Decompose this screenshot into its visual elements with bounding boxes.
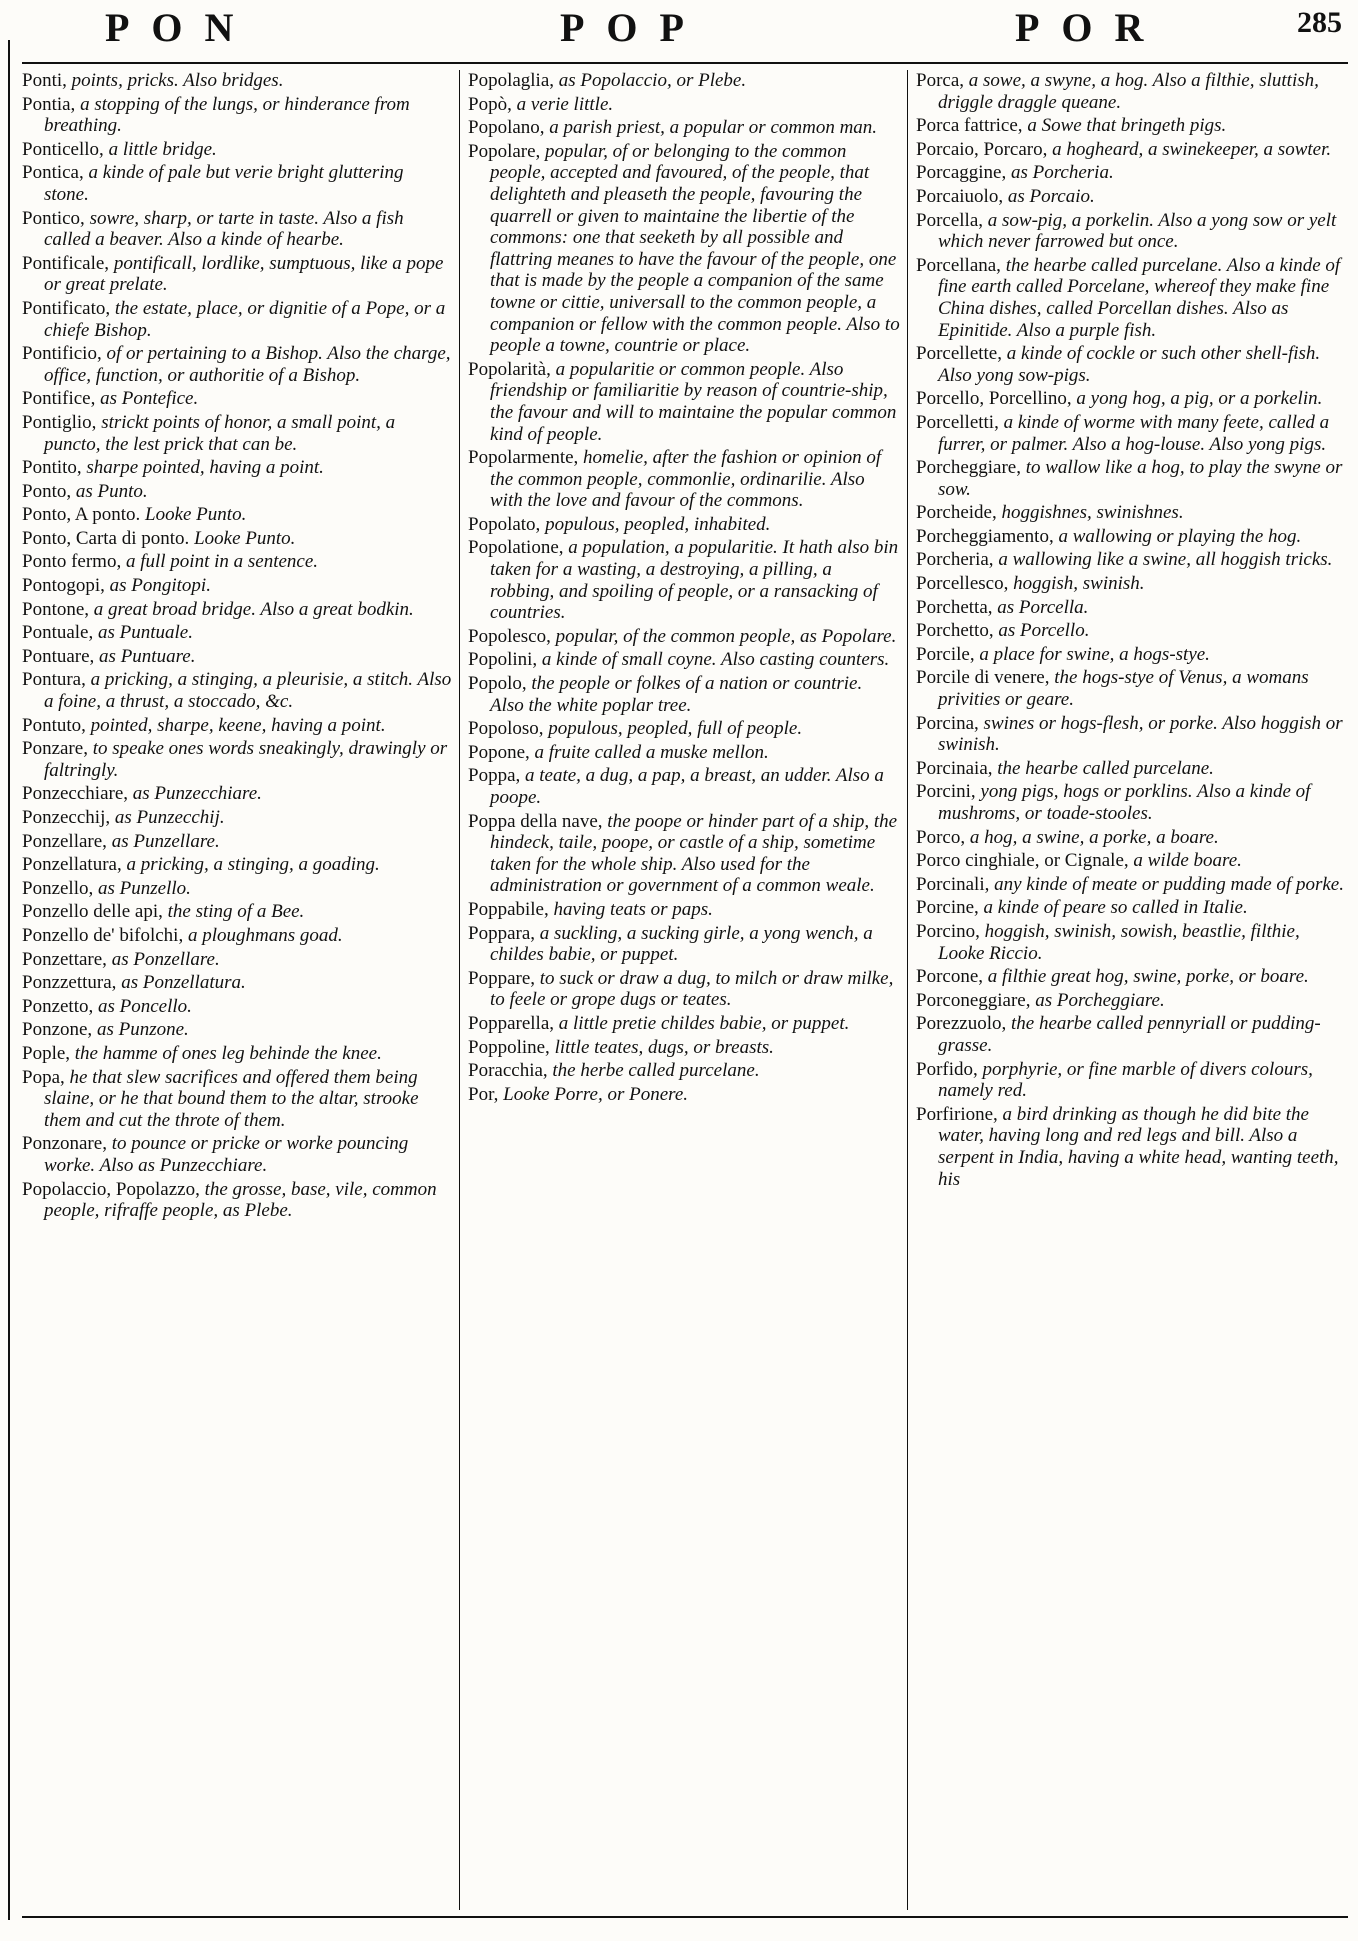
dictionary-entry bbox=[22, 807, 452, 829]
entry-definition: a wallowing or playing the hog. bbox=[1058, 525, 1302, 547]
entry-definition: pointed, sharpe, keene, having a point. bbox=[90, 714, 386, 736]
entry-definition: as Porcheria. bbox=[1010, 162, 1114, 184]
entry-headword: Porchetto, bbox=[916, 620, 994, 642]
dictionary-entry bbox=[468, 649, 900, 671]
dictionary-entry bbox=[468, 94, 900, 116]
entry-headword: Poracchia, bbox=[468, 1060, 548, 1082]
entry-headword: Ponzonare, bbox=[22, 1133, 107, 1155]
entry-definition: strickt points of honor, a small point, a puncto, the lest prick that can be. bbox=[44, 411, 396, 455]
entry-headword: Poppabile, bbox=[468, 898, 549, 920]
dictionary-entry bbox=[22, 949, 452, 971]
page-left-border bbox=[8, 40, 10, 1920]
dictionary-entry bbox=[916, 1059, 1346, 1102]
dictionary-entry bbox=[22, 925, 452, 947]
dictionary-entry bbox=[916, 573, 1346, 595]
page-number: 285 bbox=[1297, 6, 1342, 39]
entry-definition: a little bridge. bbox=[108, 138, 217, 160]
entry-headword: Ponzellatura, bbox=[22, 854, 122, 876]
entry-headword: Porcino, bbox=[916, 920, 980, 942]
dictionary-entry bbox=[22, 1133, 452, 1176]
entry-headword: Ponzellare, bbox=[22, 830, 107, 852]
entry-definition: a ploughmans goad. bbox=[187, 924, 343, 946]
header-rule bbox=[22, 62, 1348, 64]
entry-headword: Poppoline, bbox=[468, 1036, 550, 1058]
entry-headword: Popolatione, bbox=[468, 537, 564, 559]
dictionary-entry bbox=[468, 899, 900, 921]
entry-definition: a Sowe that bringeth pigs. bbox=[1027, 115, 1227, 137]
entry-definition: hoggish, swinish, sowish, beastlie, filthie, Looke Riccio. bbox=[938, 920, 1300, 964]
dictionary-entry bbox=[916, 850, 1346, 872]
entry-definition: Looke Punto. bbox=[145, 504, 247, 526]
entry-definition: as Ponzellare. bbox=[111, 948, 220, 970]
dictionary-entry bbox=[916, 597, 1346, 619]
dictionary-entry bbox=[22, 388, 452, 410]
entry-definition: the poope or hinder part of a ship, the hindeck, taile, poope, or castle of a ship, sometime taken for the whole ship. Also used for the administration or government of a common weale. bbox=[490, 810, 898, 897]
dictionary-entry bbox=[916, 70, 1346, 113]
entry-definition: porphyrie, or fine marble of divers colours, namely red. bbox=[938, 1058, 1313, 1102]
entry-definition: as Pontefice. bbox=[100, 388, 199, 410]
entry-headword: Porcheggiare, bbox=[916, 457, 1021, 479]
entry-definition: hoggish, swinish. bbox=[1013, 573, 1145, 595]
entry-definition: a sow-pig, a porkelin. Also a yong sow or yelt which never farrowed but once. bbox=[938, 209, 1337, 253]
dictionary-entry bbox=[468, 923, 900, 966]
dictionary-entry bbox=[916, 897, 1346, 919]
dictionary-entry bbox=[468, 1084, 900, 1106]
dictionary-entry bbox=[22, 504, 452, 526]
dictionary-entry bbox=[468, 537, 900, 623]
entry-definition: a wallowing like a swine, all hoggish tricks. bbox=[998, 549, 1333, 571]
entry-headword: Ponti, bbox=[22, 70, 67, 91]
dictionary-entry bbox=[22, 622, 452, 644]
entry-definition: a fruite called a muske mellon. bbox=[534, 741, 769, 763]
entry-headword: Popone, bbox=[468, 741, 530, 763]
entry-definition: populous, peopled, full of people. bbox=[548, 718, 803, 740]
entry-definition: a hog, a swine, a porke, a boare. bbox=[969, 826, 1219, 848]
entry-definition: as Punzellare. bbox=[111, 830, 220, 852]
dictionary-entry bbox=[22, 528, 452, 550]
entry-headword: Porezzuolo, bbox=[916, 1013, 1007, 1035]
dictionary-entry bbox=[916, 990, 1346, 1012]
dictionary-entry bbox=[916, 921, 1346, 964]
entry-definition: as Punzello. bbox=[98, 877, 191, 899]
dictionary-entry bbox=[22, 457, 452, 479]
dictionary-entry bbox=[22, 139, 452, 161]
entry-definition: popular, of the common people, as Popolare. bbox=[555, 625, 897, 647]
entry-headword: Porcheggiamento, bbox=[916, 525, 1054, 547]
entry-headword: Pontificale, bbox=[22, 252, 110, 274]
dictionary-entry bbox=[468, 1037, 900, 1059]
dictionary-entry bbox=[22, 1067, 452, 1132]
entry-headword: Porcello, Porcellino, bbox=[916, 388, 1072, 410]
entry-definition: little teates, dugs, or breasts. bbox=[554, 1036, 774, 1058]
entry-headword: Poppa, bbox=[468, 765, 521, 787]
entry-definition: as Punzecchij. bbox=[114, 807, 225, 828]
entry-headword: Por, bbox=[468, 1083, 499, 1105]
entry-definition: as Porcello. bbox=[998, 620, 1090, 642]
dictionary-entry bbox=[916, 620, 1346, 642]
entry-definition: a kinde of pale but verie bright gluttering stone. bbox=[44, 162, 404, 205]
entry-definition: a pricking, a stinging, a goading. bbox=[126, 854, 380, 876]
dictionary-entry bbox=[916, 412, 1346, 455]
entry-definition: a full point in a sentence. bbox=[125, 551, 319, 573]
entry-headword: Ponzetto, bbox=[22, 995, 94, 1017]
entry-headword: Pontica, bbox=[22, 162, 84, 184]
footer-rule bbox=[22, 1916, 1348, 1918]
dictionary-entry bbox=[468, 359, 900, 445]
entry-headword: Porcellesco, bbox=[916, 573, 1009, 595]
entry-headword: Porcine, bbox=[916, 897, 979, 919]
dictionary-entry bbox=[22, 783, 452, 805]
entry-definition: a stopping of the lungs, or hinderance from breathing. bbox=[44, 93, 410, 137]
dictionary-entry bbox=[916, 502, 1346, 524]
dictionary-entry bbox=[22, 253, 452, 296]
entry-headword: Ponzello, bbox=[22, 877, 94, 899]
entry-headword: Porfirione, bbox=[916, 1103, 998, 1125]
dictionary-entry bbox=[916, 186, 1346, 208]
entry-definition: homelie, after the fashion or opinion of the common people, commonlie, ordinarilie. Also with the love and favour of the commons. bbox=[490, 447, 882, 512]
entry-definition: a place for swine, a hogs-stye. bbox=[979, 643, 1210, 665]
entry-headword: Porchetta, bbox=[916, 596, 993, 618]
dictionary-entry bbox=[916, 1013, 1346, 1056]
entry-headword: Porco cinghiale, or Cignale, bbox=[916, 850, 1129, 872]
entry-headword: Ponto, Carta di ponto. bbox=[22, 527, 190, 549]
entry-headword: Popolaccio, Popolazzo, bbox=[22, 1178, 200, 1200]
running-header bbox=[0, 0, 1358, 58]
column-1 bbox=[22, 70, 452, 1910]
entry-headword: Porcaiuolo, bbox=[916, 185, 1004, 207]
entry-headword: Pontifice, bbox=[22, 388, 96, 410]
entry-headword: Ponzello delle api, bbox=[22, 901, 163, 923]
column-2 bbox=[468, 70, 900, 1910]
dictionary-entry bbox=[22, 1179, 452, 1222]
entry-definition: a kinde of peare so called in Italie. bbox=[983, 897, 1248, 919]
dictionary-entry bbox=[916, 210, 1346, 253]
dictionary-entry bbox=[22, 854, 452, 876]
entry-headword: Ponzecchiare, bbox=[22, 783, 129, 805]
column-3 bbox=[916, 70, 1346, 1910]
dictionary-entry bbox=[468, 742, 900, 764]
entry-headword: Porcellana, bbox=[916, 254, 1001, 276]
dictionary-entry bbox=[468, 447, 900, 512]
entry-headword: Porcellette, bbox=[916, 343, 1002, 365]
dictionary-entry bbox=[916, 966, 1346, 988]
entry-definition: the sting of a Bee. bbox=[167, 901, 305, 923]
dictionary-entry bbox=[916, 139, 1346, 161]
entry-headword: Porca fattrice, bbox=[916, 115, 1023, 137]
header-center: POP bbox=[560, 5, 706, 50]
entry-definition: he that slew sacrifices and offered them being slaine, or he that bound them to the altar, strooke them and cut the throte of them. bbox=[44, 1066, 419, 1131]
dictionary-entry bbox=[22, 551, 452, 573]
entry-definition: a sowe, a swyne, a hog. Also a filthie, sluttish, driggle draggle queane. bbox=[938, 70, 1319, 113]
entry-definition: sowre, sharp, or tarte in taste. Also a fish called a beaver. Also a kinde of hearbe. bbox=[44, 207, 404, 251]
dictionary-entry bbox=[916, 457, 1346, 500]
dictionary-entry bbox=[916, 549, 1346, 571]
entry-headword: Pontico, bbox=[22, 207, 85, 229]
entry-headword: Poppara, bbox=[468, 922, 536, 944]
dictionary-entry bbox=[916, 255, 1346, 341]
entry-definition: as Puntuale. bbox=[98, 622, 193, 644]
entry-definition: the hogs-stye of Venus, a womans privities or geare. bbox=[938, 667, 1309, 711]
entry-definition: a pricking, a stinging, a pleurisie, a stitch. Also a foine, a thrust, a stoccado, &c. bbox=[44, 669, 452, 713]
dictionary-entry bbox=[916, 713, 1346, 756]
dictionary-entry bbox=[916, 827, 1346, 849]
entry-definition: of or pertaining to a Bishop. Also the charge, office, function, or authoritie of a Bishop. bbox=[44, 343, 451, 386]
entry-definition: the hearbe called purcelane. Also a kinde of fine earth called Porcelane, whereof they make fine China dishes, called Porcellan dishes. Also as Epinitide. Also a purple fish. bbox=[938, 254, 1341, 341]
entry-definition: having teats or paps. bbox=[553, 898, 713, 920]
entry-definition: a popularitie or common people. Also friendship or familiaritie by reason of countrie-ship, the favour and will to maintaine the popular common kind of people. bbox=[490, 358, 897, 445]
dictionary-entry bbox=[468, 718, 900, 740]
entry-headword: Porfido, bbox=[916, 1058, 978, 1080]
entry-headword: Ponto, bbox=[22, 480, 72, 502]
entry-definition: the hearbe called purcelane. bbox=[997, 757, 1214, 779]
entry-headword: Pontificio, bbox=[22, 343, 102, 365]
entry-headword: Ponticello, bbox=[22, 138, 104, 160]
entry-definition: a kinde of small coyne. Also casting counters. bbox=[541, 649, 890, 671]
entry-definition: Looke Punto. bbox=[194, 527, 296, 549]
entry-definition: as Punzecchiare. bbox=[132, 783, 262, 805]
dictionary-entry bbox=[22, 972, 452, 994]
entry-headword: Popparella, bbox=[468, 1012, 555, 1034]
dictionary-entry bbox=[22, 738, 452, 781]
dictionary-entry bbox=[22, 996, 452, 1018]
entry-definition: as Porcaio. bbox=[1007, 185, 1095, 207]
entry-headword: Porcaio, Porcaro, bbox=[916, 138, 1048, 160]
entry-headword: Popolo, bbox=[468, 673, 527, 695]
dictionary-entry bbox=[22, 646, 452, 668]
entry-definition: a bird drinking as though he did bite the water, having long and red legs and bill. Also a serpent in India, having a white head, wanting teeth, his bbox=[938, 1103, 1339, 1190]
entry-definition: a yong hog, a pig, or a porkelin. bbox=[1076, 388, 1323, 410]
entry-headword: Porcinaia, bbox=[916, 757, 993, 779]
entry-headword: Porcone, bbox=[916, 966, 984, 988]
dictionary-entry bbox=[468, 1060, 900, 1082]
dictionary-entry bbox=[22, 298, 452, 341]
entry-definition: to speake ones words sneakingly, drawingly or faltringly. bbox=[44, 738, 448, 781]
entry-definition: a hogheard, a swinekeeper, a sowter. bbox=[1052, 138, 1332, 160]
entry-definition: a suckling, a sucking girle, a yong wench, a childes babie, or puppet. bbox=[490, 922, 873, 966]
entry-headword: Porcile, bbox=[916, 643, 975, 665]
entry-definition: a wilde boare. bbox=[1133, 850, 1242, 872]
entry-headword: Popolarmente, bbox=[468, 447, 579, 469]
entry-headword: Poppa della nave, bbox=[468, 810, 603, 832]
entry-definition: hoggishnes, swinishnes. bbox=[1001, 502, 1184, 524]
entry-definition: a great broad bridge. Also a great bodkin. bbox=[93, 598, 414, 620]
entry-headword: Popolesco, bbox=[468, 625, 551, 647]
entry-headword: Popolini, bbox=[468, 649, 538, 671]
entry-definition: the estate, place, or dignitie of a Pope, or a chiefe Bishop. bbox=[44, 297, 446, 341]
entry-headword: Porcelletti, bbox=[916, 411, 999, 433]
entry-headword: Porcinali, bbox=[916, 873, 990, 895]
entry-definition: the hamme of ones leg behinde the knee. bbox=[74, 1042, 382, 1064]
entry-definition: a verie little. bbox=[516, 93, 614, 115]
dictionary-entry bbox=[916, 343, 1346, 386]
entry-headword: Pontificato, bbox=[22, 297, 111, 319]
dictionary-entry bbox=[22, 575, 452, 597]
entry-definition: as Porcheggiare. bbox=[1035, 989, 1165, 1011]
entry-definition: as Punto. bbox=[75, 480, 148, 502]
entry-definition: popular, of or belonging to the common people, accepted and favoured, of the people, that delighteth and pleaseth the people, favouring the quarrell or given to maintaine the libertie of the commons: one that seeketh by all possible and flattring meanes to have the favour of the people, one that is made by the people a companion of the same towne or cittie, universall to the common people, a companion or fellow with the common people. Also to people a towne, countrie or place. bbox=[490, 140, 900, 357]
entry-headword: Porcheria, bbox=[916, 549, 994, 571]
entry-headword: Pople, bbox=[22, 1042, 71, 1064]
entry-headword: Popolare, bbox=[468, 140, 541, 162]
dictionary-entry bbox=[468, 1013, 900, 1035]
entry-headword: Porca, bbox=[916, 70, 965, 91]
entry-definition: pontificall, lordlike, sumptuous, like a pope or great prelate. bbox=[44, 252, 444, 296]
dictionary-entry bbox=[916, 1104, 1346, 1190]
dictionary-entry bbox=[22, 208, 452, 251]
dictionary-entry bbox=[916, 162, 1346, 184]
dictionary-entry bbox=[916, 388, 1346, 410]
entry-definition: a little pretie childes babie, or puppet. bbox=[558, 1012, 850, 1034]
dictionary-entry bbox=[916, 781, 1346, 824]
entry-headword: Porcile di venere, bbox=[916, 667, 1050, 689]
entry-headword: Pontuale, bbox=[22, 622, 94, 644]
dictionary-entry bbox=[22, 1019, 452, 1041]
entry-definition: a kinde of worme with many feete, called a furrer, or palmer. Also a hog-louse. Also yong pigs. bbox=[938, 411, 1330, 455]
dictionary-entry bbox=[22, 94, 452, 137]
dictionary-entry bbox=[22, 901, 452, 923]
entry-definition: as Popolaccio, or Plebe. bbox=[558, 70, 747, 91]
entry-headword: Ponzare, bbox=[22, 738, 88, 760]
dictionary-entry bbox=[468, 70, 900, 92]
entry-definition: a teate, a dug, a pap, a breast, an udder. Also a poope. bbox=[490, 765, 884, 808]
entry-headword: Porcini, bbox=[916, 781, 976, 803]
entry-headword: Porcella, bbox=[916, 209, 984, 231]
entry-definition: swines or hogs-flesh, or porke. Also hoggish or swinish. bbox=[938, 712, 1343, 756]
dictionary-entry bbox=[916, 667, 1346, 710]
entry-headword: Pontone, bbox=[22, 598, 90, 620]
entry-headword: Porcaggine, bbox=[916, 162, 1007, 184]
entry-definition: to wallow like a hog, to play the swyne or sow. bbox=[938, 457, 1343, 500]
entry-definition: the people or folkes of a nation or countrie. Also the white poplar tree. bbox=[490, 673, 863, 716]
entry-headword: Popoloso, bbox=[468, 718, 544, 740]
entry-headword: Ponto fermo, bbox=[22, 551, 122, 573]
entry-headword: Poppare, bbox=[468, 967, 536, 989]
entry-headword: Porcheide, bbox=[916, 502, 997, 524]
dictionary-entry bbox=[22, 715, 452, 737]
entry-definition: sharpe pointed, having a point. bbox=[86, 457, 324, 479]
dictionary-entry bbox=[22, 831, 452, 853]
entry-definition: points, pricks. Also bridges. bbox=[71, 70, 284, 91]
dictionary-entry bbox=[468, 141, 900, 357]
header-right: POR bbox=[1015, 5, 1166, 50]
dictionary-entry bbox=[22, 669, 452, 712]
entry-definition: as Poncello. bbox=[98, 995, 192, 1017]
entry-definition: populous, peopled, inhabited. bbox=[545, 513, 771, 535]
entry-definition: as Ponzellatura. bbox=[121, 972, 246, 994]
dictionary-entry bbox=[22, 70, 452, 92]
dictionary-entry bbox=[22, 481, 452, 503]
entry-headword: Porcina, bbox=[916, 712, 979, 734]
entry-definition: a kinde of cockle or such other shell-fish. Also yong sow-pigs. bbox=[938, 343, 1321, 386]
entry-headword: Pontuto, bbox=[22, 714, 86, 736]
dictionary-entry bbox=[468, 117, 900, 139]
dictionary-entry bbox=[22, 343, 452, 386]
entry-headword: Pontura, bbox=[22, 669, 86, 691]
entry-definition: as Punzone. bbox=[96, 1019, 189, 1041]
entry-definition: as Puntuare. bbox=[99, 645, 196, 667]
entry-headword: Pontia, bbox=[22, 93, 76, 115]
entry-definition: a filthie great hog, swine, porke, or boare. bbox=[987, 966, 1309, 988]
dictionary-entry bbox=[468, 626, 900, 648]
entry-definition: any kinde of meate or pudding made of porke. bbox=[994, 873, 1344, 895]
dictionary-entry bbox=[916, 115, 1346, 137]
entry-headword: Ponzettare, bbox=[22, 948, 107, 970]
dictionary-entry bbox=[468, 673, 900, 716]
dictionary-entry bbox=[468, 765, 900, 808]
entry-headword: Popò, bbox=[468, 93, 512, 115]
dictionary-entry bbox=[22, 599, 452, 621]
entry-headword: Pontuare, bbox=[22, 645, 95, 667]
entry-definition: to pounce or pricke or worke pouncing worke. Also as Punzecchiare. bbox=[44, 1133, 409, 1176]
dictionary-entry bbox=[22, 878, 452, 900]
dictionary-entry bbox=[916, 644, 1346, 666]
entry-definition: to suck or draw a dug, to milch or draw milke, to feele or grope dugs or teates. bbox=[490, 967, 894, 1011]
entry-headword: Popolarità, bbox=[468, 358, 551, 380]
column-separator-2 bbox=[907, 70, 908, 1910]
entry-headword: Ponzecchij, bbox=[22, 807, 111, 828]
dictionary-entry bbox=[468, 514, 900, 536]
entry-headword: Popolano, bbox=[468, 117, 545, 139]
column-separator-1 bbox=[459, 70, 460, 1910]
entry-headword: Ponzello de' bifolchi, bbox=[22, 924, 184, 946]
entry-headword: Popa, bbox=[22, 1066, 65, 1088]
dictionary-entry bbox=[22, 1043, 452, 1065]
dictionary-entry bbox=[916, 758, 1346, 780]
entry-definition: Looke Porre, or Ponere. bbox=[503, 1083, 689, 1105]
entry-definition: the herbe called purcelane. bbox=[552, 1060, 760, 1082]
entry-definition: as Porcella. bbox=[997, 596, 1089, 618]
entry-headword: Pontogopi, bbox=[22, 575, 105, 597]
dictionary-entry bbox=[916, 526, 1346, 548]
header-left: PON bbox=[105, 5, 256, 50]
entry-headword: Porconeggiare, bbox=[916, 989, 1031, 1011]
entry-headword: Popolato, bbox=[468, 513, 541, 535]
entry-headword: Porco, bbox=[916, 826, 966, 848]
entry-headword: Ponzzettura, bbox=[22, 972, 117, 994]
entry-definition: the grosse, base, vile, common people, rifraffe people, as Plebe. bbox=[44, 1178, 437, 1222]
entry-definition: as Pongitopi. bbox=[109, 575, 211, 597]
entry-headword: Pontiglio, bbox=[22, 411, 97, 433]
entry-headword: Pontito, bbox=[22, 457, 82, 479]
entry-headword: Popolaglia, bbox=[468, 70, 555, 91]
entry-definition: a parish priest, a popular or common man. bbox=[549, 117, 878, 139]
entry-headword: Ponto, A ponto. bbox=[22, 504, 141, 526]
dictionary-entry bbox=[22, 412, 452, 455]
entry-definition: yong pigs, hogs or porklins. Also a kinde of mushroms, or toade-stooles. bbox=[938, 781, 1311, 824]
entry-headword: Ponzone, bbox=[22, 1019, 93, 1041]
dictionary-entry bbox=[468, 811, 900, 897]
entry-definition: the hearbe called pennyriall or pudding-grasse. bbox=[938, 1013, 1321, 1056]
dictionary-entry bbox=[916, 874, 1346, 896]
dictionary-entry bbox=[22, 162, 452, 205]
entry-definition: a population, a popularitie. It hath also bin taken for a wasting, a destroying, a pilling, a robbing, and spoiling of people, or a ransacking of countries. bbox=[490, 537, 899, 624]
dictionary-entry bbox=[468, 968, 900, 1011]
